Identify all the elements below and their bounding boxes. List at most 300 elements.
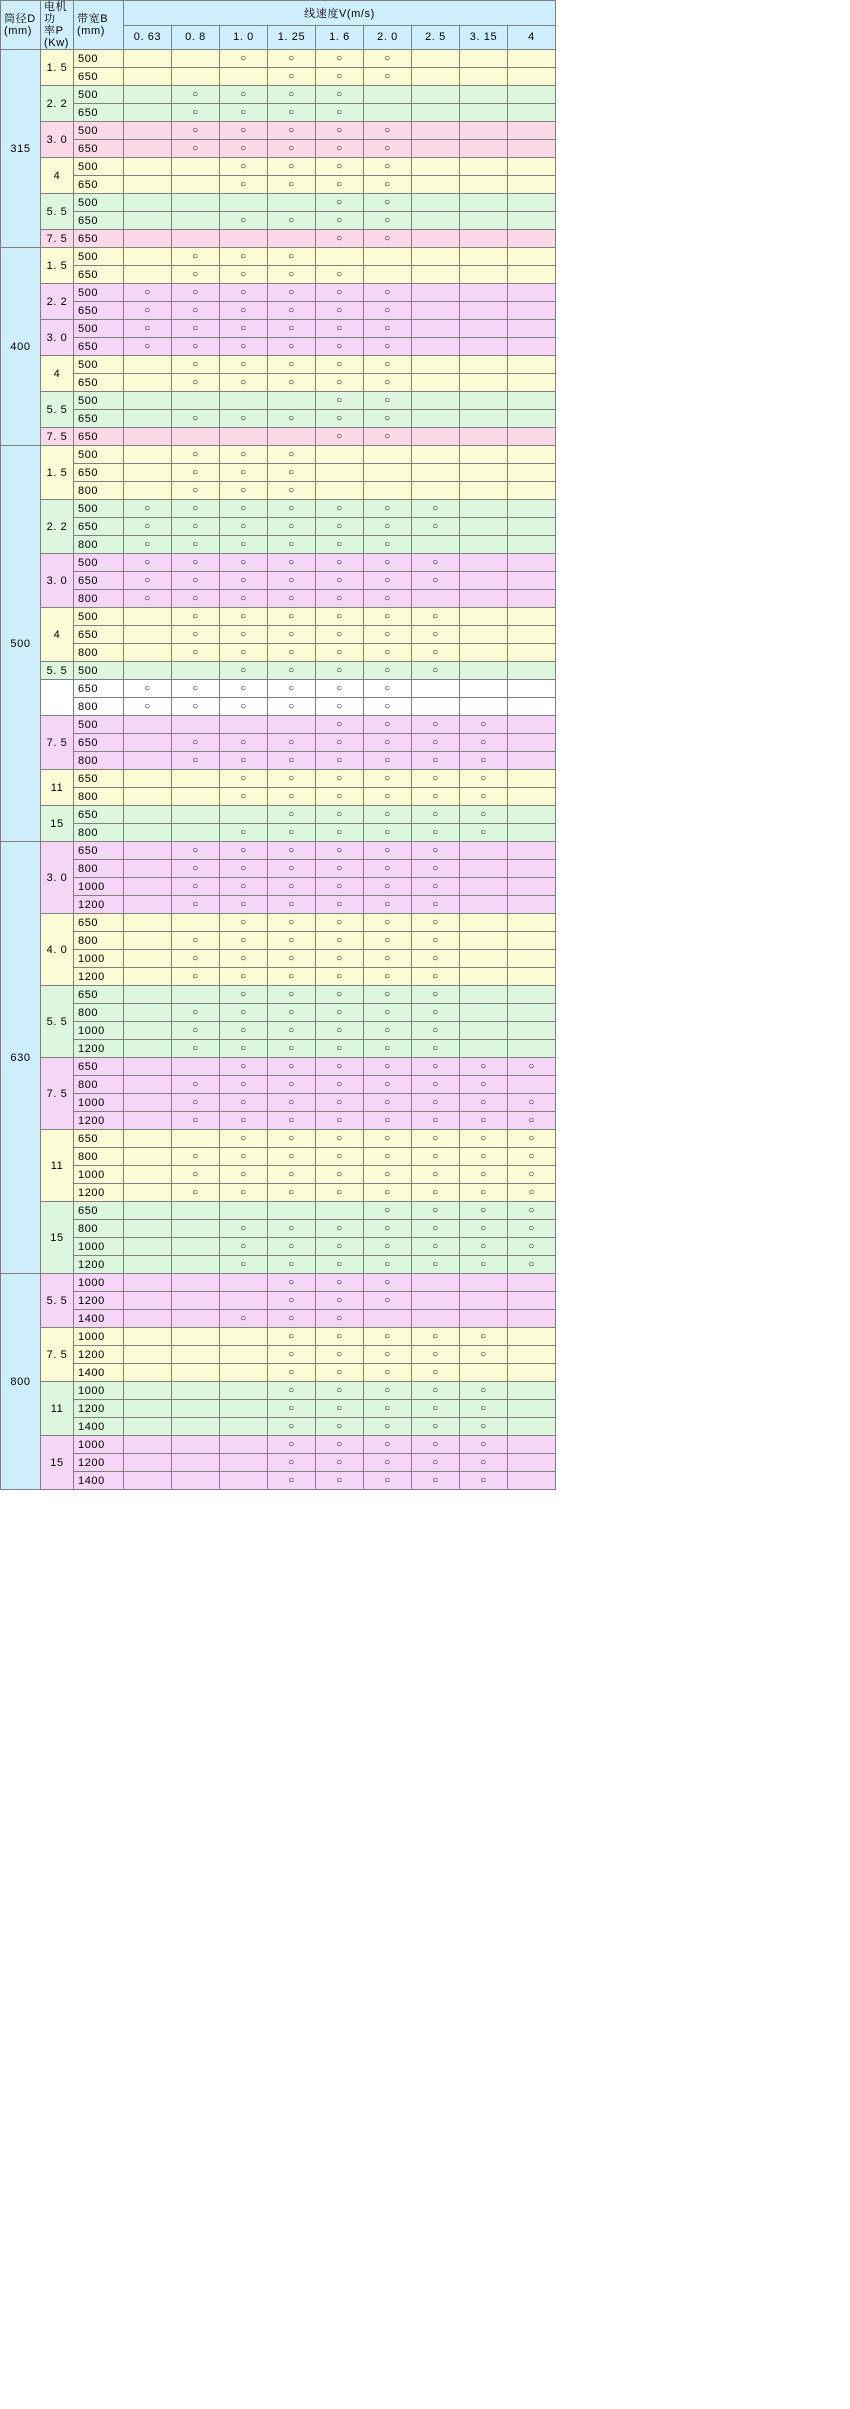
belt-width-cell: 500 <box>74 194 124 212</box>
belt-width-cell: 1200 <box>74 1292 124 1310</box>
speed-empty-cell <box>124 464 172 482</box>
speed-mark-cell: ○ <box>268 608 316 626</box>
speed-mark-cell: ○ <box>268 572 316 590</box>
speed-mark-cell: ○ <box>364 698 412 716</box>
speed-mark-cell: ○ <box>220 770 268 788</box>
speed-empty-cell <box>460 1274 508 1292</box>
speed-mark-cell: ○ <box>220 86 268 104</box>
speed-mark-cell: ○ <box>316 1274 364 1292</box>
table-row <box>1 212 556 230</box>
speed-empty-cell <box>412 374 460 392</box>
speed-mark-cell: ○ <box>364 122 412 140</box>
diameter-cell: 315 <box>1 50 41 248</box>
speed-mark-cell: ○ <box>364 626 412 644</box>
table-row <box>1 446 556 464</box>
belt-width-cell: 500 <box>74 50 124 68</box>
power-cell: 3. 0 <box>41 842 74 914</box>
speed-mark-cell: ○ <box>364 212 412 230</box>
speed-empty-cell <box>412 158 460 176</box>
speed-mark-cell: ○ <box>172 482 220 500</box>
speed-empty-cell <box>460 500 508 518</box>
speed-mark-cell: ○ <box>172 1076 220 1094</box>
speed-mark-cell: ○ <box>364 608 412 626</box>
table-row <box>1 1472 556 1490</box>
table-row <box>1 1400 556 1418</box>
speed-empty-cell <box>460 284 508 302</box>
speed-mark-cell: ○ <box>268 518 316 536</box>
belt-width-cell: 800 <box>74 644 124 662</box>
speed-mark-cell: ○ <box>364 1238 412 1256</box>
speed-empty-cell <box>508 50 556 68</box>
power-cell: 3. 0 <box>41 122 74 158</box>
speed-mark-cell: ○ <box>460 1400 508 1418</box>
speed-mark-cell: ○ <box>508 1238 556 1256</box>
speed-mark-cell: ○ <box>364 356 412 374</box>
belt-width-cell: 650 <box>74 338 124 356</box>
speed-mark-cell: ○ <box>316 1346 364 1364</box>
speed-mark-cell: ○ <box>316 1472 364 1490</box>
belt-width-cell: 1000 <box>74 1238 124 1256</box>
speed-empty-cell <box>268 428 316 446</box>
speed-empty-cell <box>508 860 556 878</box>
table-row <box>1 122 556 140</box>
speed-mark-cell: ○ <box>220 482 268 500</box>
power-cell: 2. 2 <box>41 284 74 320</box>
speed-mark-cell: ○ <box>460 752 508 770</box>
speed-empty-cell <box>124 1274 172 1292</box>
speed-empty-cell <box>412 698 460 716</box>
power-cell: 7. 5 <box>41 716 74 770</box>
speed-mark-cell: ○ <box>364 788 412 806</box>
speed-mark-cell: ○ <box>316 752 364 770</box>
speed-empty-cell <box>172 1202 220 1220</box>
belt-width-cell: 800 <box>74 698 124 716</box>
table-row <box>1 698 556 716</box>
speed-mark-cell: ○ <box>268 950 316 968</box>
speed-empty-cell <box>508 572 556 590</box>
speed-mark-cell: ○ <box>412 806 460 824</box>
belt-width-cell: 800 <box>74 590 124 608</box>
table-row <box>1 896 556 914</box>
speed-mark-cell: ○ <box>364 860 412 878</box>
speed-mark-cell: ○ <box>316 410 364 428</box>
speed-mark-cell: ○ <box>220 1238 268 1256</box>
speed-mark-cell: ○ <box>316 1400 364 1418</box>
speed-mark-cell: ○ <box>412 1382 460 1400</box>
speed-mark-cell: ○ <box>316 122 364 140</box>
belt-width-cell: 650 <box>74 986 124 1004</box>
speed-mark-cell: ○ <box>220 1310 268 1328</box>
speed-mark-cell: ○ <box>460 1184 508 1202</box>
table-row <box>1 1328 556 1346</box>
speed-mark-cell: ○ <box>316 914 364 932</box>
speed-empty-cell <box>220 194 268 212</box>
speed-mark-cell: ○ <box>412 788 460 806</box>
table-row <box>1 1436 556 1454</box>
speed-mark-cell: ○ <box>124 698 172 716</box>
power-cell: 11 <box>41 1130 74 1202</box>
speed-empty-cell <box>508 500 556 518</box>
speed-mark-cell: ○ <box>508 1220 556 1238</box>
table-row <box>1 68 556 86</box>
speed-empty-cell <box>172 914 220 932</box>
speed-empty-cell <box>508 662 556 680</box>
belt-width-cell: 650 <box>74 734 124 752</box>
belt-width-cell: 500 <box>74 392 124 410</box>
speed-mark-cell: ○ <box>220 518 268 536</box>
speed-mark-cell: ○ <box>124 518 172 536</box>
speed-empty-cell <box>220 1472 268 1490</box>
belt-width-cell: 800 <box>74 788 124 806</box>
speed-mark-cell: ○ <box>220 986 268 1004</box>
speed-mark-cell: ○ <box>364 1328 412 1346</box>
belt-width-cell: 650 <box>74 626 124 644</box>
speed-mark-cell: ○ <box>220 1148 268 1166</box>
speed-empty-cell <box>124 1364 172 1382</box>
speed-mark-cell: ○ <box>268 590 316 608</box>
speed-mark-cell: ○ <box>364 1364 412 1382</box>
speed-mark-cell: ○ <box>412 608 460 626</box>
speed-mark-cell: ○ <box>316 392 364 410</box>
speed-mark-cell: ○ <box>124 500 172 518</box>
speed-empty-cell <box>508 1400 556 1418</box>
speed-mark-cell: ○ <box>268 374 316 392</box>
power-cell: 5. 5 <box>41 662 74 680</box>
speed-empty-cell <box>412 122 460 140</box>
speed-empty-cell <box>124 446 172 464</box>
speed-empty-cell <box>124 788 172 806</box>
speed-mark-cell: ○ <box>412 1076 460 1094</box>
speed-mark-cell: ○ <box>172 1148 220 1166</box>
speed-mark-cell: ○ <box>364 680 412 698</box>
speed-empty-cell <box>460 122 508 140</box>
table-row <box>1 734 556 752</box>
speed-empty-cell <box>268 392 316 410</box>
speed-mark-cell: ○ <box>268 698 316 716</box>
speed-mark-cell: ○ <box>364 914 412 932</box>
speed-mark-cell: ○ <box>364 302 412 320</box>
table-row <box>1 1022 556 1040</box>
speed-mark-cell: ○ <box>412 1364 460 1382</box>
speed-mark-cell: ○ <box>172 1022 220 1040</box>
power-cell: 7. 5 <box>41 1058 74 1130</box>
speed-mark-cell: ○ <box>268 1022 316 1040</box>
speed-empty-cell <box>460 248 508 266</box>
speed-mark-cell: ○ <box>172 626 220 644</box>
speed-mark-cell: ○ <box>412 1184 460 1202</box>
speed-empty-cell <box>316 446 364 464</box>
speed-mark-cell: ○ <box>220 122 268 140</box>
speed-empty-cell <box>460 338 508 356</box>
speed-empty-cell <box>124 122 172 140</box>
table-row <box>1 932 556 950</box>
belt-width-cell: 1200 <box>74 1454 124 1472</box>
speed-empty-cell <box>508 68 556 86</box>
speed-mark-cell: ○ <box>268 158 316 176</box>
speed-mark-cell: ○ <box>412 770 460 788</box>
speed-empty-cell <box>124 824 172 842</box>
speed-mark-cell: ○ <box>124 320 172 338</box>
speed-mark-cell: ○ <box>268 1256 316 1274</box>
speed-empty-cell <box>412 464 460 482</box>
belt-width-cell: 1000 <box>74 1022 124 1040</box>
header-speed-2: 1. 0 <box>220 25 268 50</box>
speed-empty-cell <box>172 662 220 680</box>
speed-mark-cell: ○ <box>268 1400 316 1418</box>
speed-mark-cell: ○ <box>460 1328 508 1346</box>
speed-mark-cell: ○ <box>268 1148 316 1166</box>
table-row <box>1 140 556 158</box>
belt-width-cell: 1000 <box>74 1094 124 1112</box>
speed-mark-cell: ○ <box>172 1094 220 1112</box>
table-row <box>1 1112 556 1130</box>
speed-mark-cell: ○ <box>364 1058 412 1076</box>
speed-mark-cell: ○ <box>364 1040 412 1058</box>
speed-mark-cell: ○ <box>412 1004 460 1022</box>
speed-empty-cell <box>172 68 220 86</box>
speed-mark-cell: ○ <box>220 1184 268 1202</box>
speed-empty-cell <box>508 482 556 500</box>
speed-mark-cell: ○ <box>412 1454 460 1472</box>
speed-empty-cell <box>508 122 556 140</box>
speed-empty-cell <box>460 968 508 986</box>
table-row <box>1 1202 556 1220</box>
speed-mark-cell: ○ <box>364 1454 412 1472</box>
belt-width-cell: 650 <box>74 770 124 788</box>
belt-width-cell: 500 <box>74 248 124 266</box>
speed-mark-cell: ○ <box>364 878 412 896</box>
speed-mark-cell: ○ <box>412 1220 460 1238</box>
table-row <box>1 464 556 482</box>
speed-empty-cell <box>124 1076 172 1094</box>
speed-mark-cell: ○ <box>220 590 268 608</box>
table-row <box>1 878 556 896</box>
speed-empty-cell <box>460 86 508 104</box>
table-row <box>1 86 556 104</box>
speed-mark-cell: ○ <box>316 554 364 572</box>
speed-mark-cell: ○ <box>364 392 412 410</box>
speed-mark-cell: ○ <box>412 968 460 986</box>
speed-mark-cell: ○ <box>172 122 220 140</box>
speed-mark-cell: ○ <box>220 608 268 626</box>
speed-empty-cell <box>460 914 508 932</box>
speed-empty-cell <box>508 644 556 662</box>
speed-empty-cell <box>460 1040 508 1058</box>
speed-empty-cell <box>172 50 220 68</box>
speed-empty-cell <box>508 806 556 824</box>
speed-mark-cell: ○ <box>172 734 220 752</box>
belt-width-cell: 800 <box>74 1148 124 1166</box>
diameter-cell: 800 <box>1 1274 41 1490</box>
speed-mark-cell: ○ <box>508 1256 556 1274</box>
speed-empty-cell <box>124 950 172 968</box>
speed-empty-cell <box>508 554 556 572</box>
speed-mark-cell: ○ <box>316 1256 364 1274</box>
speed-mark-cell: ○ <box>316 896 364 914</box>
speed-mark-cell: ○ <box>124 554 172 572</box>
speed-mark-cell: ○ <box>460 1418 508 1436</box>
speed-empty-cell <box>460 176 508 194</box>
belt-width-cell: 500 <box>74 608 124 626</box>
speed-mark-cell: ○ <box>412 734 460 752</box>
diameter-cell: 500 <box>1 446 41 842</box>
speed-mark-cell: ○ <box>124 590 172 608</box>
speed-mark-cell: ○ <box>220 698 268 716</box>
table-row <box>1 1094 556 1112</box>
speed-empty-cell <box>460 626 508 644</box>
speed-mark-cell: ○ <box>268 1364 316 1382</box>
speed-mark-cell: ○ <box>412 500 460 518</box>
speed-mark-cell: ○ <box>364 644 412 662</box>
speed-mark-cell: ○ <box>316 320 364 338</box>
belt-width-cell: 650 <box>74 176 124 194</box>
speed-empty-cell <box>412 590 460 608</box>
speed-mark-cell: ○ <box>268 122 316 140</box>
speed-mark-cell: ○ <box>268 914 316 932</box>
speed-empty-cell <box>460 392 508 410</box>
speed-mark-cell: ○ <box>364 950 412 968</box>
speed-mark-cell: ○ <box>268 536 316 554</box>
table-row <box>1 1274 556 1292</box>
speed-mark-cell: ○ <box>316 338 364 356</box>
speed-empty-cell <box>124 1400 172 1418</box>
speed-mark-cell: ○ <box>364 230 412 248</box>
speed-mark-cell: ○ <box>220 1256 268 1274</box>
speed-mark-cell: ○ <box>316 860 364 878</box>
power-cell: 11 <box>41 770 74 806</box>
speed-mark-cell: ○ <box>220 572 268 590</box>
speed-mark-cell: ○ <box>412 914 460 932</box>
speed-mark-cell: ○ <box>220 104 268 122</box>
table-row <box>1 50 556 68</box>
header-power-line2: 率P <box>44 25 64 37</box>
belt-width-cell: 500 <box>74 158 124 176</box>
speed-mark-cell: ○ <box>268 266 316 284</box>
speed-empty-cell <box>412 482 460 500</box>
speed-empty-cell <box>124 428 172 446</box>
speed-empty-cell <box>364 86 412 104</box>
speed-mark-cell: ○ <box>268 302 316 320</box>
belt-width-cell: 1200 <box>74 1112 124 1130</box>
speed-empty-cell <box>508 1346 556 1364</box>
speed-mark-cell: ○ <box>412 950 460 968</box>
table-row <box>1 194 556 212</box>
table-row <box>1 158 556 176</box>
speed-mark-cell: ○ <box>364 1166 412 1184</box>
speed-mark-cell: ○ <box>364 1274 412 1292</box>
speed-empty-cell <box>508 230 556 248</box>
power-cell: 4 <box>41 356 74 392</box>
speed-empty-cell <box>412 68 460 86</box>
speed-mark-cell: ○ <box>268 104 316 122</box>
speed-mark-cell: ○ <box>316 1076 364 1094</box>
speed-mark-cell: ○ <box>220 842 268 860</box>
speed-empty-cell <box>460 1004 508 1022</box>
speed-mark-cell: ○ <box>172 608 220 626</box>
speed-mark-cell: ○ <box>460 1472 508 1490</box>
speed-empty-cell <box>460 482 508 500</box>
speed-mark-cell: ○ <box>268 338 316 356</box>
belt-width-cell: 1200 <box>74 1256 124 1274</box>
speed-mark-cell: ○ <box>124 536 172 554</box>
header-speed-0: 0. 63 <box>124 25 172 50</box>
speed-empty-cell <box>220 428 268 446</box>
speed-mark-cell: ○ <box>316 716 364 734</box>
speed-mark-cell: ○ <box>364 770 412 788</box>
speed-mark-cell: ○ <box>316 968 364 986</box>
belt-width-cell: 1200 <box>74 1400 124 1418</box>
speed-mark-cell: ○ <box>268 50 316 68</box>
speed-mark-cell: ○ <box>172 698 220 716</box>
speed-mark-cell: ○ <box>508 1130 556 1148</box>
belt-width-cell: 1200 <box>74 896 124 914</box>
speed-mark-cell: ○ <box>268 1040 316 1058</box>
speed-empty-cell <box>220 1454 268 1472</box>
speed-mark-cell: ○ <box>412 1202 460 1220</box>
speed-empty-cell <box>124 1040 172 1058</box>
belt-width-cell: 650 <box>74 428 124 446</box>
belt-width-cell: 500 <box>74 554 124 572</box>
table-row <box>1 338 556 356</box>
speed-mark-cell: ○ <box>364 734 412 752</box>
speed-empty-cell <box>508 842 556 860</box>
speed-empty-cell <box>508 1040 556 1058</box>
speed-empty-cell <box>508 1022 556 1040</box>
speed-empty-cell <box>124 968 172 986</box>
speed-mark-cell: ○ <box>316 212 364 230</box>
speed-mark-cell: ○ <box>220 644 268 662</box>
speed-mark-cell: ○ <box>268 1310 316 1328</box>
speed-mark-cell: ○ <box>412 572 460 590</box>
power-cell: 2. 2 <box>41 500 74 554</box>
speed-empty-cell <box>124 356 172 374</box>
header-power-line3: (Kw) <box>44 37 70 49</box>
speed-mark-cell: ○ <box>460 770 508 788</box>
speed-empty-cell <box>124 608 172 626</box>
speed-empty-cell <box>364 446 412 464</box>
table-row <box>1 1364 556 1382</box>
speed-mark-cell: ○ <box>268 500 316 518</box>
speed-mark-cell: ○ <box>508 1148 556 1166</box>
speed-mark-cell: ○ <box>460 1436 508 1454</box>
speed-mark-cell: ○ <box>316 842 364 860</box>
speed-mark-cell: ○ <box>316 1130 364 1148</box>
belt-width-cell: 1200 <box>74 1184 124 1202</box>
speed-mark-cell: ○ <box>316 374 364 392</box>
power-cell: 5. 5 <box>41 392 74 428</box>
speed-mark-cell: ○ <box>172 1004 220 1022</box>
speed-mark-cell: ○ <box>172 572 220 590</box>
speed-mark-cell: ○ <box>364 1022 412 1040</box>
speed-empty-cell <box>460 320 508 338</box>
speed-empty-cell <box>460 860 508 878</box>
speed-mark-cell: ○ <box>412 842 460 860</box>
belt-width-cell: 650 <box>74 914 124 932</box>
speed-mark-cell: ○ <box>364 1076 412 1094</box>
speed-empty-cell <box>460 644 508 662</box>
speed-mark-cell: ○ <box>364 1256 412 1274</box>
speed-empty-cell <box>460 428 508 446</box>
speed-mark-cell: ○ <box>268 1436 316 1454</box>
speed-empty-cell <box>124 1202 172 1220</box>
speed-empty-cell <box>172 1310 220 1328</box>
speed-empty-cell <box>412 104 460 122</box>
table-row <box>1 1292 556 1310</box>
speed-mark-cell: ○ <box>172 86 220 104</box>
speed-mark-cell: ○ <box>364 842 412 860</box>
belt-width-cell: 650 <box>74 1130 124 1148</box>
belt-width-cell: 650 <box>74 842 124 860</box>
